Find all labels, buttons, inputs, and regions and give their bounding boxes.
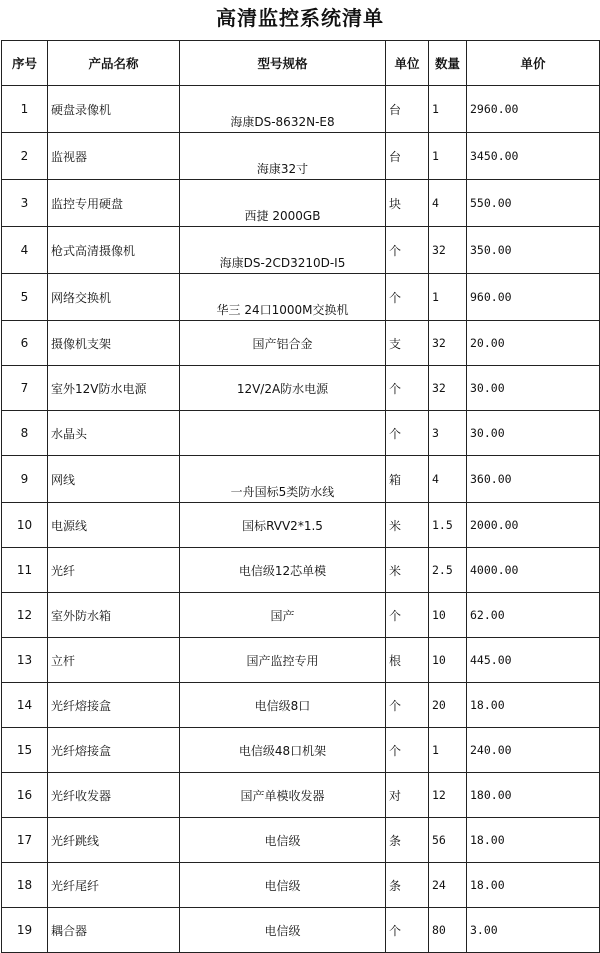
- product-name-cell: 室外12V防水电源: [48, 366, 180, 411]
- unit-cell: 个: [386, 593, 429, 638]
- header-qty: 数量: [429, 41, 467, 86]
- table-row: [2, 321, 600, 366]
- unit-price-cell: 18.00: [467, 863, 600, 908]
- quantity-cell: 4: [429, 456, 467, 503]
- unit-cell: 米: [386, 548, 429, 593]
- quantity-cell: 56: [429, 818, 467, 863]
- model-spec-cell: 海康32寸: [180, 133, 386, 180]
- unit-price-cell: 240.00: [467, 728, 600, 773]
- unit-cell: 块: [386, 180, 429, 227]
- unit-cell: 台: [386, 86, 429, 133]
- quantity-cell: 32: [429, 366, 467, 411]
- row-number-cell: 18: [2, 863, 48, 908]
- product-name-cell: 光纤尾纤: [48, 863, 180, 908]
- header-unit: 单位: [386, 41, 429, 86]
- table-body: [2, 86, 600, 953]
- model-spec-cell: 国产监控专用: [180, 638, 386, 683]
- table-row: [2, 180, 600, 227]
- model-spec-cell: 电信级8口: [180, 683, 386, 728]
- model-spec-cell: 海康DS-8632N-E8: [180, 86, 386, 133]
- quantity-cell: 2.5: [429, 548, 467, 593]
- table-row: [2, 728, 600, 773]
- unit-cell: 个: [386, 908, 429, 953]
- model-spec-cell: 一舟国标5类防水线: [180, 456, 386, 503]
- table-row: [2, 274, 600, 321]
- model-spec-cell: 国标RVV2*1.5: [180, 503, 386, 548]
- unit-cell: 个: [386, 274, 429, 321]
- quantity-cell: 1: [429, 728, 467, 773]
- unit-cell: 个: [386, 366, 429, 411]
- product-name-cell: 网线: [48, 456, 180, 503]
- product-name-cell: 耦合器: [48, 908, 180, 953]
- unit-price-cell: 2960.00: [467, 86, 600, 133]
- table-row: [2, 133, 600, 180]
- table-row: [2, 227, 600, 274]
- unit-price-cell: 4000.00: [467, 548, 600, 593]
- unit-cell: 根: [386, 638, 429, 683]
- unit-price-cell: 18.00: [467, 818, 600, 863]
- unit-cell: 台: [386, 133, 429, 180]
- quantity-cell: 10: [429, 638, 467, 683]
- model-spec-cell: 国产铝合金: [180, 321, 386, 366]
- unit-price-cell: 3450.00: [467, 133, 600, 180]
- product-name-cell: 水晶头: [48, 411, 180, 456]
- row-number-cell: 9: [2, 456, 48, 503]
- table-row: [2, 638, 600, 683]
- row-number-cell: 5: [2, 274, 48, 321]
- quantity-cell: 1: [429, 133, 467, 180]
- unit-cell: 个: [386, 728, 429, 773]
- model-spec-cell: 电信级12芯单模: [180, 548, 386, 593]
- unit-price-cell: 550.00: [467, 180, 600, 227]
- model-spec-cell: 西捷 2000GB: [180, 180, 386, 227]
- product-name-cell: 硬盘录像机: [48, 86, 180, 133]
- unit-price-cell: 360.00: [467, 456, 600, 503]
- table-row: [2, 593, 600, 638]
- product-name-cell: 网络交换机: [48, 274, 180, 321]
- quantity-cell: 10: [429, 593, 467, 638]
- product-name-cell: 摄像机支架: [48, 321, 180, 366]
- unit-cell: 个: [386, 411, 429, 456]
- unit-price-cell: 2000.00: [467, 503, 600, 548]
- product-name-cell: 枪式高清摄像机: [48, 227, 180, 274]
- row-number-cell: 6: [2, 321, 48, 366]
- unit-cell: 个: [386, 227, 429, 274]
- model-spec-cell: 电信级: [180, 818, 386, 863]
- table-row: [2, 411, 600, 456]
- header-spec: 型号规格: [180, 41, 386, 86]
- product-name-cell: 光纤熔接盒: [48, 683, 180, 728]
- quantity-cell: 3: [429, 411, 467, 456]
- table-row: [2, 503, 600, 548]
- table-row: [2, 773, 600, 818]
- product-name-cell: 光纤收发器: [48, 773, 180, 818]
- unit-cell: 对: [386, 773, 429, 818]
- quantity-cell: 20: [429, 683, 467, 728]
- model-spec-cell: 电信级48口机架: [180, 728, 386, 773]
- unit-cell: 条: [386, 863, 429, 908]
- table-row: [2, 908, 600, 953]
- unit-price-cell: 960.00: [467, 274, 600, 321]
- quantity-cell: 4: [429, 180, 467, 227]
- table-row: [2, 818, 600, 863]
- header-row: [2, 41, 600, 86]
- row-number-cell: 13: [2, 638, 48, 683]
- quantity-cell: 32: [429, 321, 467, 366]
- table-row: [2, 86, 600, 133]
- model-spec-cell: 电信级: [180, 908, 386, 953]
- model-spec-cell: 华三 24口1000M交换机: [180, 274, 386, 321]
- product-name-cell: 监控专用硬盘: [48, 180, 180, 227]
- row-number-cell: 7: [2, 366, 48, 411]
- row-number-cell: 16: [2, 773, 48, 818]
- model-spec-cell: 海康DS-2CD3210D-I5: [180, 227, 386, 274]
- row-number-cell: 14: [2, 683, 48, 728]
- product-name-cell: 光纤跳线: [48, 818, 180, 863]
- unit-price-cell: 350.00: [467, 227, 600, 274]
- row-number-cell: 10: [2, 503, 48, 548]
- quantity-cell: 1.5: [429, 503, 467, 548]
- unit-cell: 米: [386, 503, 429, 548]
- unit-price-cell: 18.00: [467, 683, 600, 728]
- row-number-cell: 2: [2, 133, 48, 180]
- row-number-cell: 4: [2, 227, 48, 274]
- header-price: 单价: [467, 41, 600, 86]
- row-number-cell: 12: [2, 593, 48, 638]
- quantity-cell: 32: [429, 227, 467, 274]
- product-name-cell: 室外防水箱: [48, 593, 180, 638]
- table-row: [2, 548, 600, 593]
- unit-cell: 个: [386, 683, 429, 728]
- unit-price-cell: 180.00: [467, 773, 600, 818]
- table-row: [2, 456, 600, 503]
- unit-price-cell: 30.00: [467, 366, 600, 411]
- model-spec-cell: 12V/2A防水电源: [180, 366, 386, 411]
- quantity-cell: 1: [429, 86, 467, 133]
- unit-price-cell: 445.00: [467, 638, 600, 683]
- unit-cell: 支: [386, 321, 429, 366]
- model-spec-cell: 电信级: [180, 863, 386, 908]
- unit-price-cell: 62.00: [467, 593, 600, 638]
- table-row: [2, 863, 600, 908]
- model-spec-cell: 国产单模收发器: [180, 773, 386, 818]
- product-name-cell: 光纤: [48, 548, 180, 593]
- model-spec-cell: 国产: [180, 593, 386, 638]
- row-number-cell: 3: [2, 180, 48, 227]
- page-title: 高清监控系统清单: [216, 6, 384, 30]
- quantity-cell: 12: [429, 773, 467, 818]
- product-name-cell: 光纤熔接盒: [48, 728, 180, 773]
- row-number-cell: 15: [2, 728, 48, 773]
- equipment-table: [1, 40, 600, 953]
- row-number-cell: 11: [2, 548, 48, 593]
- model-spec-cell: [180, 411, 386, 456]
- quantity-cell: 80: [429, 908, 467, 953]
- unit-price-cell: 3.00: [467, 908, 600, 953]
- row-number-cell: 1: [2, 86, 48, 133]
- row-number-cell: 19: [2, 908, 48, 953]
- quantity-cell: 1: [429, 274, 467, 321]
- unit-price-cell: 20.00: [467, 321, 600, 366]
- row-number-cell: 17: [2, 818, 48, 863]
- quantity-cell: 24: [429, 863, 467, 908]
- product-name-cell: 电源线: [48, 503, 180, 548]
- table-row: [2, 366, 600, 411]
- unit-cell: 条: [386, 818, 429, 863]
- unit-cell: 箱: [386, 456, 429, 503]
- header-name: 产品名称: [48, 41, 180, 86]
- table-row: [2, 683, 600, 728]
- unit-price-cell: 30.00: [467, 411, 600, 456]
- product-name-cell: 监视器: [48, 133, 180, 180]
- header-no: 序号: [2, 41, 48, 86]
- row-number-cell: 8: [2, 411, 48, 456]
- product-name-cell: 立杆: [48, 638, 180, 683]
